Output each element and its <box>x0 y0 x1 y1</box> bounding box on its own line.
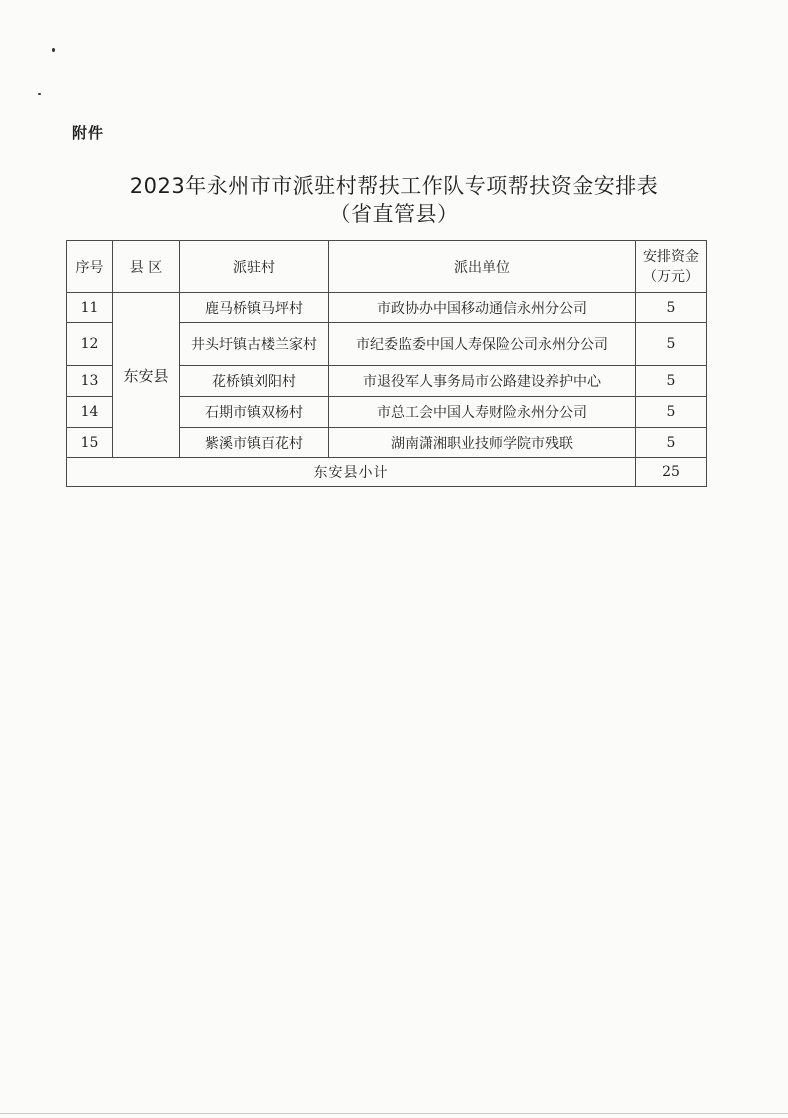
cell-village: 紫溪市镇百花村 <box>180 428 329 458</box>
document-subtitle: （省直管县） <box>329 202 459 226</box>
scan-speck <box>52 48 55 52</box>
document-title: 2023年永州市市派驻村帮扶工作队专项帮扶资金安排表 <box>129 174 659 198</box>
cell-unit: 市总工会中国人寿财险永州分公司 <box>329 397 636 428</box>
cell-village: 石期市镇双杨村 <box>180 397 329 428</box>
cell-amount: 5 <box>636 397 707 428</box>
header-amount-line1: 安排资金 <box>643 248 699 265</box>
header-seq: 序号 <box>67 241 113 293</box>
cell-village: 井头圩镇古楼兰家村 <box>180 323 329 366</box>
subtotal-label: 东安县小计 <box>67 458 636 487</box>
fund-allocation-table <box>66 240 707 487</box>
cell-seq: 14 <box>67 397 113 428</box>
subtotal-amount: 25 <box>636 458 707 487</box>
header-unit: 派出单位 <box>329 241 636 293</box>
cell-county: 东安县 <box>113 293 180 458</box>
scan-edge-line <box>0 1113 788 1114</box>
cell-seq: 12 <box>67 323 113 366</box>
header-amount <box>636 241 707 293</box>
cell-village: 鹿马桥镇马坪村 <box>180 293 329 323</box>
header-village: 派驻村 <box>180 241 329 293</box>
table-header-row <box>67 241 707 293</box>
cell-unit: 市政协办中国移动通信永州分公司 <box>329 293 636 323</box>
scan-speck <box>38 93 41 95</box>
cell-amount: 5 <box>636 428 707 458</box>
cell-amount: 5 <box>636 293 707 323</box>
cell-unit: 市退役军人事务局市公路建设养护中心 <box>329 366 636 397</box>
subtotal-row <box>67 458 707 487</box>
cell-amount: 5 <box>636 366 707 397</box>
table-row <box>67 293 707 323</box>
cell-unit: 湖南潇湘职业技师学院市残联 <box>329 428 636 458</box>
header-county: 县 区 <box>113 241 180 293</box>
cell-village: 花桥镇刘阳村 <box>180 366 329 397</box>
attachment-label: 附件 <box>72 124 105 142</box>
cell-seq: 13 <box>67 366 113 397</box>
cell-seq: 15 <box>67 428 113 458</box>
cell-seq: 11 <box>67 293 113 323</box>
cell-unit: 市纪委监委中国人寿保险公司永州分公司 <box>329 323 636 366</box>
cell-amount: 5 <box>636 323 707 366</box>
header-amount-line2: （万元） <box>643 268 699 285</box>
